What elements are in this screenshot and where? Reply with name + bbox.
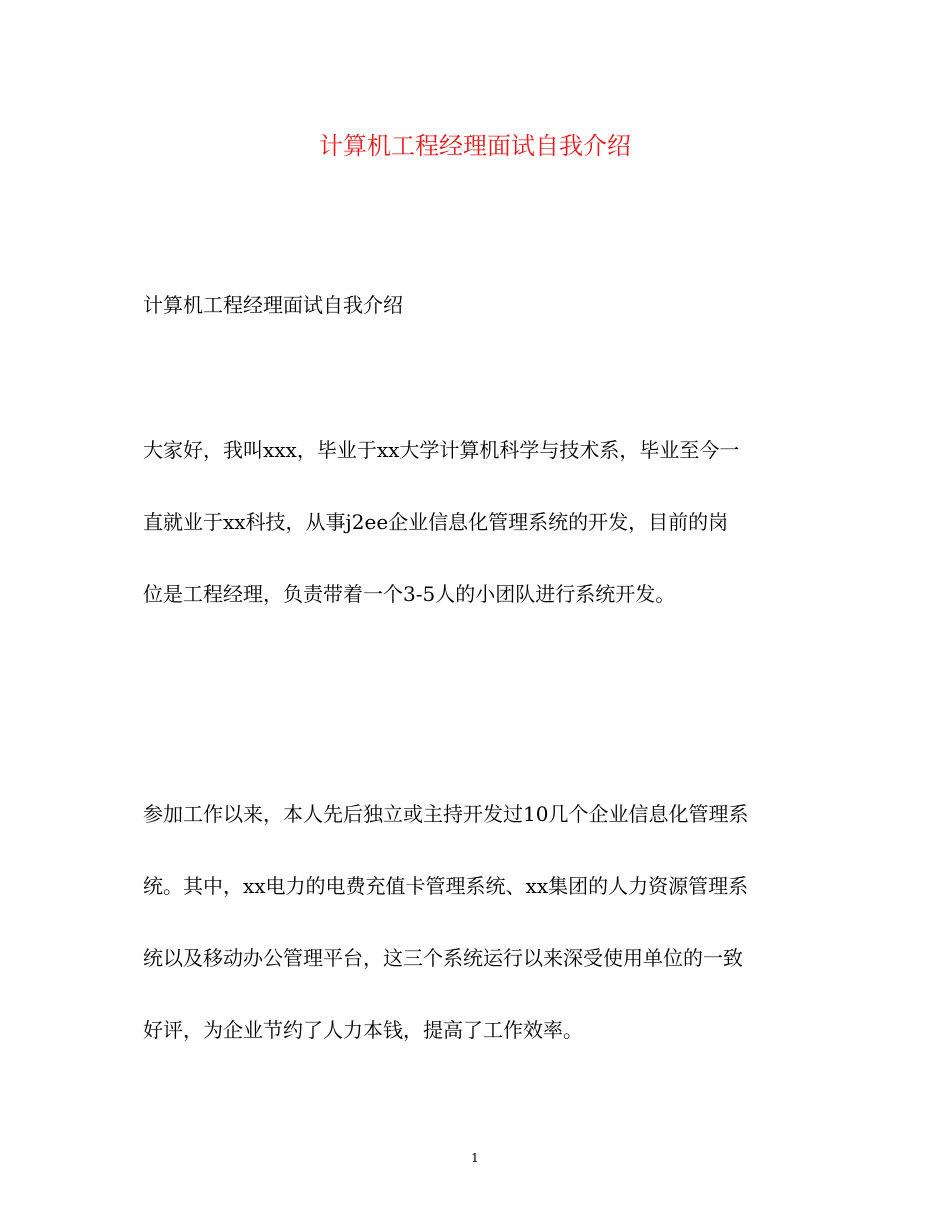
paragraph-line: 直就业于xx科技，从事j2ee企业信息化管理系统的开发，目前的岗 (143, 510, 729, 534)
document-subtitle: 计算机工程经理面试自我介绍 (143, 293, 403, 317)
page-number: 1 (471, 1151, 479, 1165)
paragraph-line: 统以及移动办公管理平台，这三个系统运行以来深受使用单位的一致 (143, 946, 743, 970)
paragraph-line: 大家好，我叫xxx，毕业于xx大学计算机科学与技术系，毕业至今一 (143, 438, 740, 462)
page-title: 计算机工程经理面试自我介绍 (319, 132, 631, 160)
paragraph-line: 参加工作以来，本人先后独立或主持开发过10几个企业信息化管理系 (143, 802, 749, 826)
paragraph-line: 位是工程经理，负责带着一个3-5人的小团队进行系统开发。 (143, 582, 676, 606)
paragraph-line: 统。其中，xx电力的电费充值卡管理系统、xx集团的人力资源管理系 (143, 874, 749, 898)
paragraph-introduction (143, 432, 813, 648)
paragraph-experience (143, 796, 813, 1084)
paragraph-line: 好评，为企业节约了人力本钱，提高了工作效率。 (143, 1018, 583, 1042)
